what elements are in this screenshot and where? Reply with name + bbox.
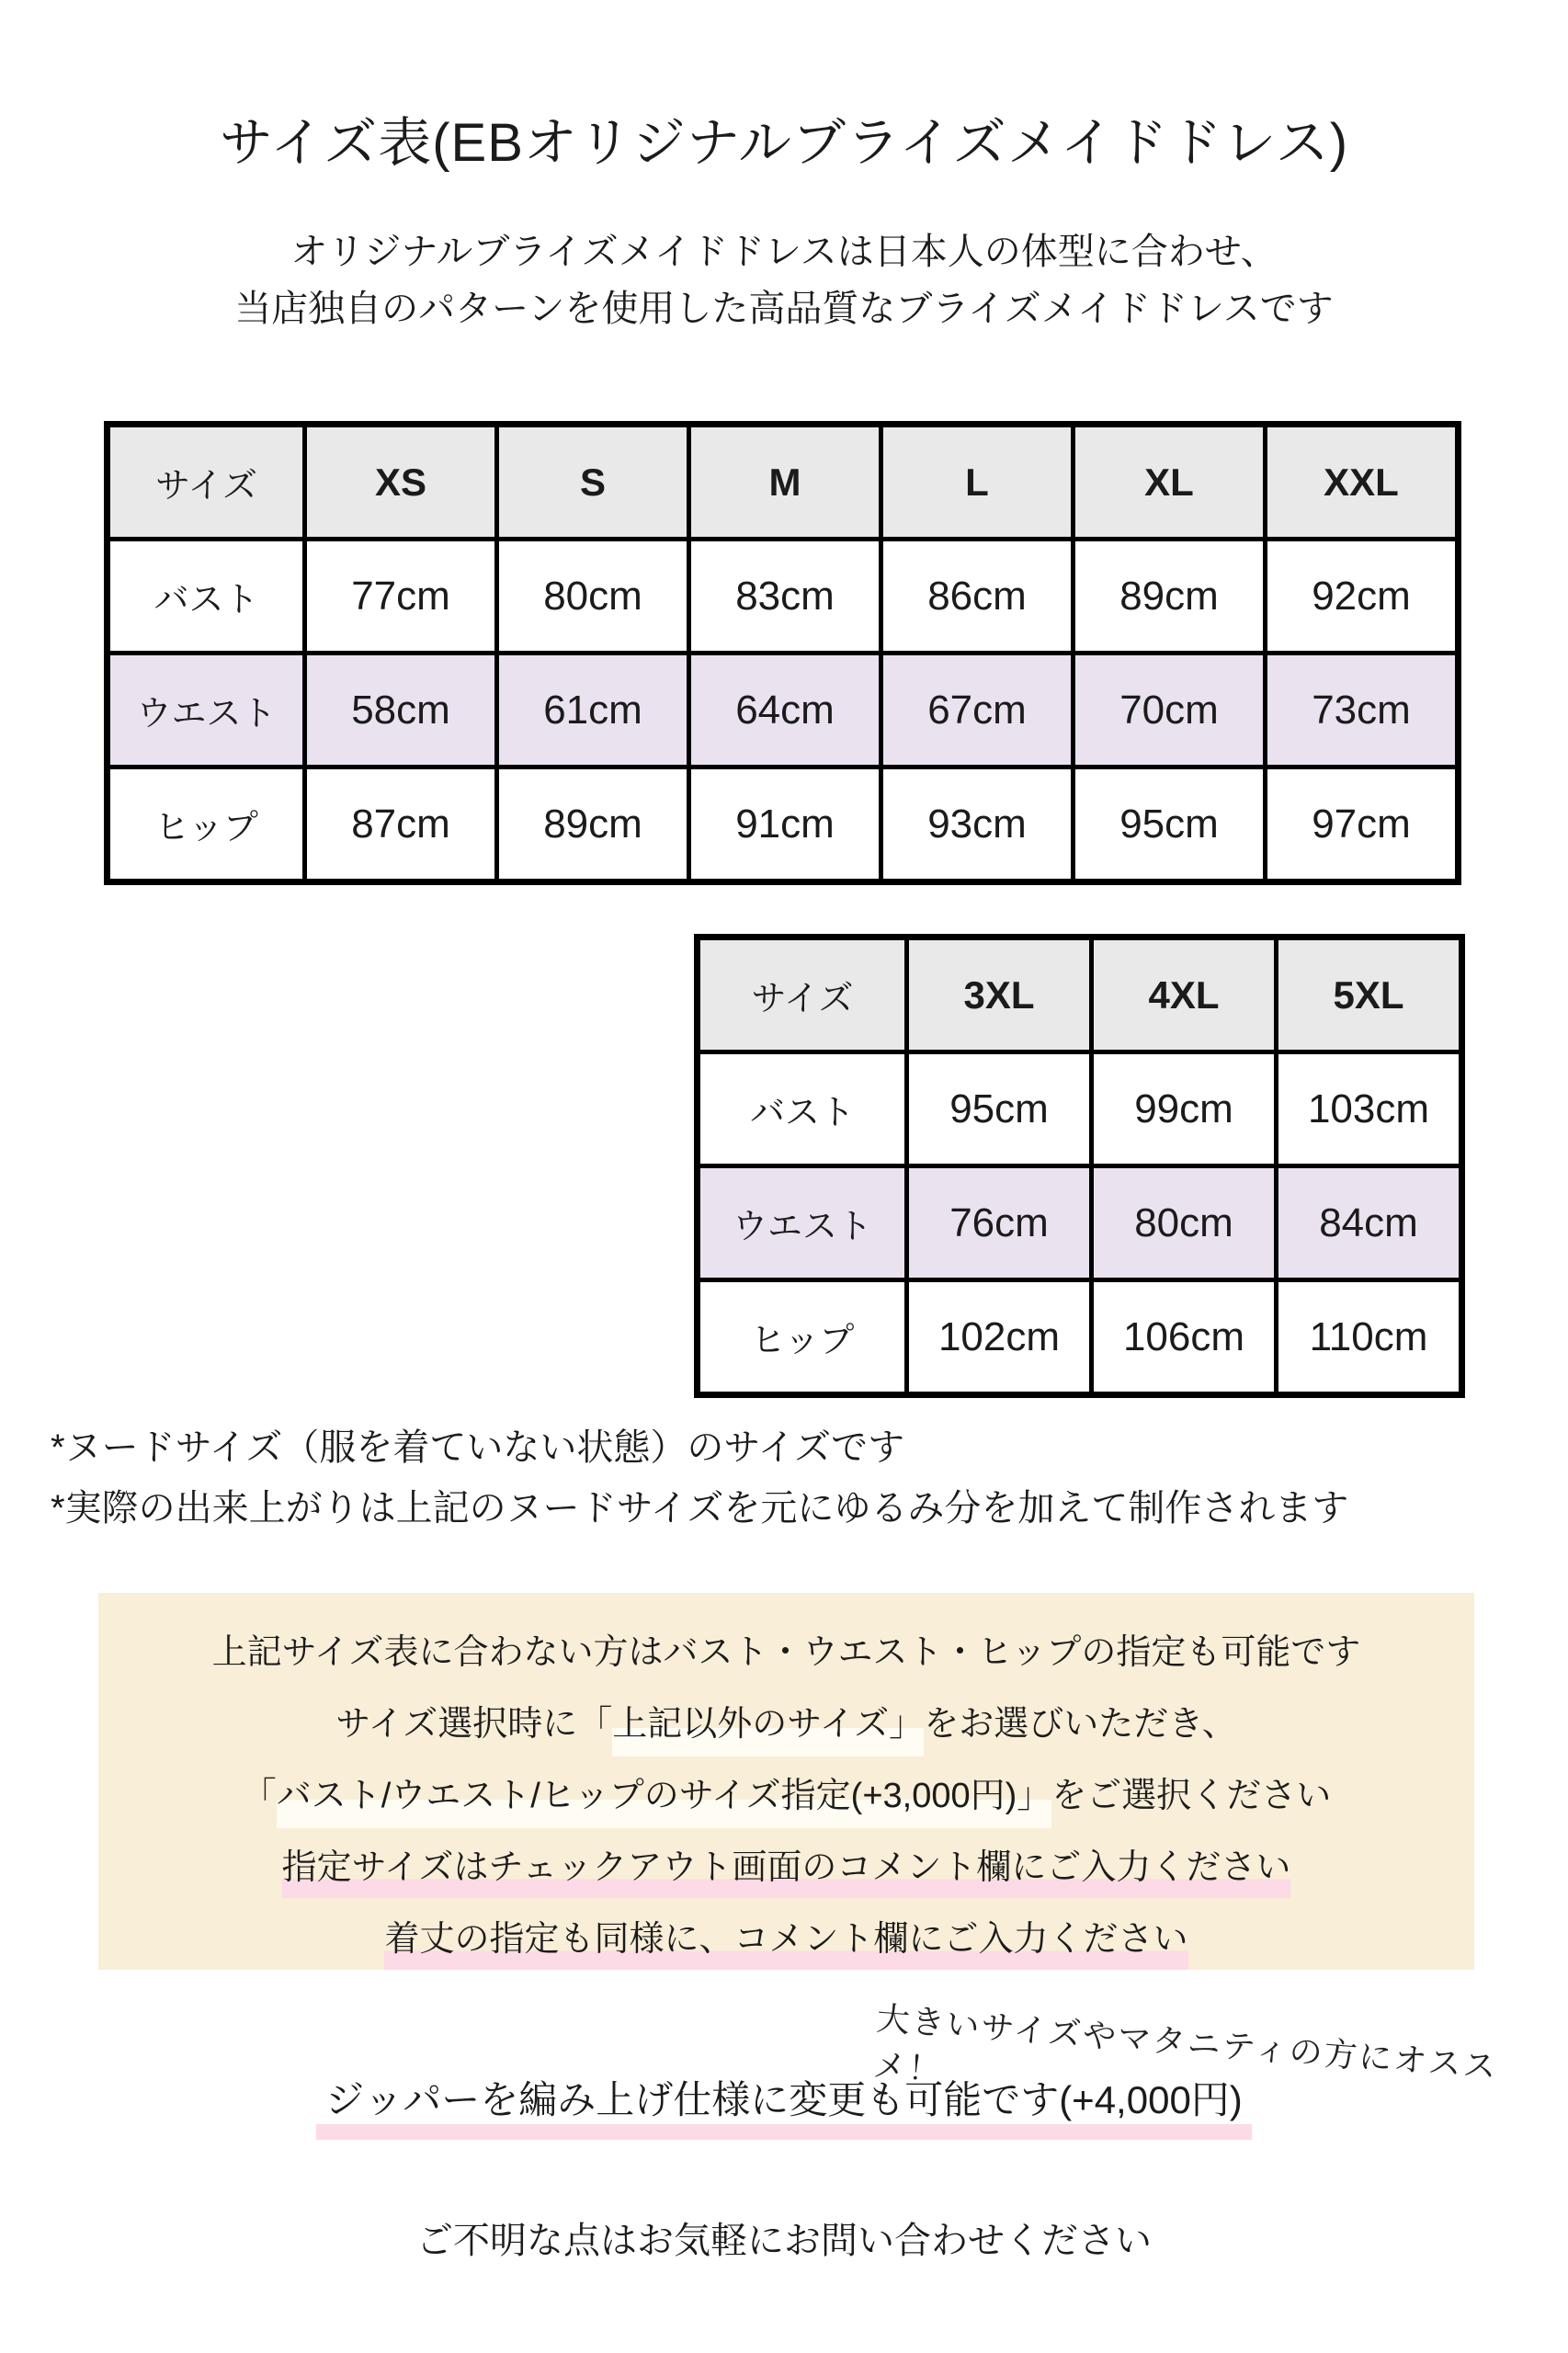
subtitle-line-1: オリジナルブライズメイドドレスは日本人の体型に合わせ、 — [290, 232, 1278, 272]
custom-box-line-3-suffix: をご選択ください — [1051, 1777, 1332, 1815]
page-subtitle — [0, 223, 1568, 337]
bust-s-value: 80cm — [497, 540, 689, 654]
size-column-4xl: 4XL — [1092, 938, 1277, 1052]
hip-xs-value: 87cm — [305, 767, 497, 882]
hip-row-label: ヒップ — [108, 767, 305, 882]
waist-m-value: 64cm — [689, 654, 881, 767]
note-line-1: *ヌードサイズ（服を着ていない状態）のサイズです — [51, 1427, 905, 1468]
zipper-option-highlight: ジッパーを編み上げ仕様に変更も可能です(+4,000円) — [316, 2078, 1252, 2140]
bust-m-value: 83cm — [689, 540, 881, 654]
bust-xxl-value: 92cm — [1266, 540, 1459, 654]
hip-m-value: 91cm — [689, 767, 881, 882]
bust-5xl-value: 103cm — [1277, 1052, 1462, 1166]
waist-row-main — [108, 654, 1459, 767]
bust-4xl-value: 99cm — [1092, 1052, 1277, 1166]
custom-size-info-box — [98, 1593, 1474, 1970]
size-column-5xl: 5XL — [1277, 938, 1462, 1052]
bust-row-large — [698, 1052, 1462, 1166]
bust-l-value: 86cm — [881, 540, 1074, 654]
zipper-option-line — [0, 2070, 1568, 2125]
hip-3xl-value: 102cm — [907, 1280, 1092, 1395]
bust-row-label-large: バスト — [698, 1052, 907, 1166]
waist-5xl-value: 84cm — [1277, 1166, 1462, 1280]
waist-xxl-value: 73cm — [1266, 654, 1459, 767]
waist-s-value: 61cm — [497, 654, 689, 767]
comment-field-highlight-2: 着丈の指定も同様に、コメント欄にご入力ください — [384, 1920, 1187, 1970]
size-option-price-highlight: バスト/ウエスト/ヒップのサイズ指定(+3,000円)」 — [277, 1777, 1052, 1828]
waist-l-value: 67cm — [881, 654, 1074, 767]
custom-box-line-2-suffix: をお選びいただき、 — [924, 1705, 1237, 1744]
bust-row-main — [108, 540, 1459, 654]
nude-size-notes — [51, 1417, 1348, 1539]
size-table-large — [694, 934, 1465, 1398]
waist-row-label: ウエスト — [108, 654, 305, 767]
bust-xl-value: 89cm — [1074, 540, 1266, 654]
size-table-main — [104, 421, 1461, 885]
waist-row-label-large: ウエスト — [698, 1166, 907, 1280]
custom-box-line-2-prefix: サイズ選択時に「 — [335, 1705, 613, 1744]
waist-xl-value: 70cm — [1074, 654, 1266, 767]
waist-row-large — [698, 1166, 1462, 1280]
custom-box-line-3-prefix: 「 — [241, 1777, 277, 1815]
hip-5xl-value: 110cm — [1277, 1280, 1462, 1395]
bust-row-label: バスト — [108, 540, 305, 654]
waist-xs-value: 58cm — [305, 654, 497, 767]
hip-row-main — [108, 767, 1459, 882]
handwritten-recommendation-note: 大きいサイズやマタニティの方にオススメ！ — [871, 1999, 1500, 2089]
custom-box-line-1: 上記サイズ表に合わない方はバスト・ウエスト・ヒップの指定も可能です — [211, 1633, 1361, 1672]
hip-4xl-value: 106cm — [1092, 1280, 1277, 1395]
custom-box-line-5 — [98, 1904, 1474, 1975]
other-size-option-highlight: 上記以外のサイズ」 — [612, 1705, 924, 1756]
hip-xl-value: 95cm — [1074, 767, 1266, 882]
size-column-xs: XS — [305, 425, 497, 540]
size-table-main-header-row — [108, 425, 1459, 540]
size-column-xxl: XXL — [1266, 425, 1459, 540]
hip-row-label-large: ヒップ — [698, 1280, 907, 1395]
contact-footer: ご不明な点はお気軽にお問い合わせください — [416, 2221, 1152, 2261]
hip-l-value: 93cm — [881, 767, 1074, 882]
size-column-l: L — [881, 425, 1074, 540]
size-table-large-header-row — [698, 938, 1462, 1052]
custom-box-line-2 — [98, 1688, 1474, 1760]
hip-xxl-value: 97cm — [1266, 767, 1459, 882]
waist-3xl-value: 76cm — [907, 1166, 1092, 1280]
bust-xs-value: 77cm — [305, 540, 497, 654]
waist-4xl-value: 80cm — [1092, 1166, 1277, 1280]
size-column-3xl: 3XL — [907, 938, 1092, 1052]
size-column-xl: XL — [1074, 425, 1266, 540]
comment-field-highlight-1: 指定サイズはチェックアウト画面のコメント欄にご入力ください — [282, 1848, 1291, 1898]
note-line-2: *実際の出来上がりは上記のヌードサイズを元にゆるみ分を加えて制作されます — [51, 1488, 1349, 1529]
hip-row-large — [698, 1280, 1462, 1395]
size-column-s: S — [497, 425, 689, 540]
custom-box-line-4 — [98, 1832, 1474, 1904]
custom-box-line-3 — [98, 1760, 1474, 1832]
subtitle-line-2: 当店独自のパターンを使用した高品質なブライズメイドドレスです — [234, 289, 1334, 329]
size-table-main-corner-label: サイズ — [108, 425, 305, 540]
bust-3xl-value: 95cm — [907, 1052, 1092, 1166]
page-title: サイズ表(EBオリジナルブライズメイドドレス) — [219, 113, 1349, 173]
size-column-m: M — [689, 425, 881, 540]
hip-s-value: 89cm — [497, 767, 689, 882]
size-table-large-corner-label: サイズ — [698, 938, 907, 1052]
